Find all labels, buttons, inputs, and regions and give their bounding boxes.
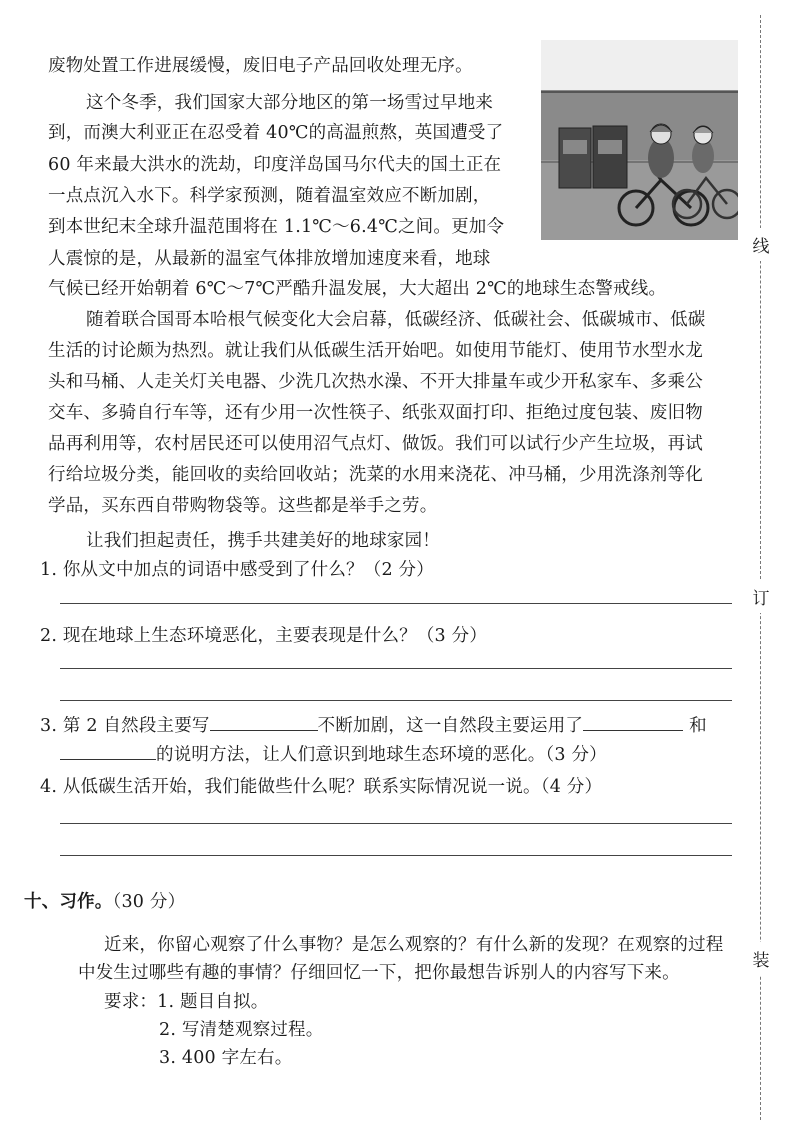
passage-line: 生活的讨论颇为热烈。就让我们从低碳生活开始吧。如使用节能灯、使用节水型水龙 xyxy=(48,341,703,361)
fill-blank-2[interactable] xyxy=(583,714,683,731)
requirements-label: 要求： xyxy=(104,992,158,1012)
illustration-cycling-image xyxy=(541,40,738,240)
answer-line-q2[interactable] xyxy=(60,700,732,701)
passage-line: 废物处置工作进展缓慢，废旧电子产品回收处理无序。 xyxy=(48,56,473,76)
requirement-2: 2. 写清楚观察过程。 xyxy=(159,1020,324,1040)
passage-line: 品再利用等，农村居民还可以使用沼气点灯、做饭。我们可以试行少产生垃圾，再试 xyxy=(48,434,703,454)
answer-line-q4[interactable] xyxy=(60,855,732,856)
passage-line: 气候已经开始朝着 6℃～7℃严酷升温发展，大大超出 2℃的地球生态警戒线。 xyxy=(48,279,667,299)
question-2: 2. 现在地球上生态环境恶化，主要表现是什么？（3 分） xyxy=(40,626,488,646)
requirements-row xyxy=(104,988,268,1013)
passage-line: 学品，买东西自带购物袋等。这些都是举手之劳。 xyxy=(48,496,438,516)
question-1: 1. 你从文中加点的词语中感受到了什么？（2 分） xyxy=(40,560,434,580)
passage-line: 到，而澳大利亚正在忍受着 40℃的高温煎熬，英国遭受了 xyxy=(48,123,504,143)
passage-line: 头和马桶、人走关灯关电器、少洗几次热水澡、不开大排量车或少开私家车、多乘公 xyxy=(48,372,703,392)
passage-line: 交车、多骑自行车等，还有少用一次性筷子、纸张双面打印、拒绝过度包装、废旧物 xyxy=(48,403,703,423)
passage-line: 让我们担起责任，携手共建美好的地球家园！ xyxy=(86,531,440,551)
passage-line: 行给垃圾分类，能回收的卖给回收站；洗菜的水用来浇花、冲马桶，少用洗涤剂等化 xyxy=(48,465,703,485)
question-3-text: 的说明方法，让人们意识到地球生态环境的恶化。（3 分） xyxy=(156,745,607,765)
passage-line: 人震惊的是，从最新的温室气体排放增加速度来看，地球 xyxy=(48,249,491,269)
question-3-line-2 xyxy=(60,741,607,766)
passage-line: 这个冬季，我们国家大部分地区的第一场雪过早地来 xyxy=(86,93,494,113)
question-3-line-1 xyxy=(40,712,707,737)
section-10-heading xyxy=(24,888,185,913)
section-10-title: 十、习作。 xyxy=(24,892,113,912)
question-3-text: 3. 第 2 自然段主要写 xyxy=(40,716,210,736)
section-10-body: 近来，你留心观察了什么事物？是怎么观察的？有什么新的发现？在观察的过程 xyxy=(104,935,724,955)
binding-mark-line: 线 xyxy=(751,228,771,261)
section-10-body: 中发生过哪些有趣的事情？仔细回忆一下，把你最想告诉别人的内容写下来。 xyxy=(78,963,680,983)
passage-line: 随着联合国哥本哈根气候变化大会启幕，低碳经济、低碳社会、低碳城市、低碳 xyxy=(86,310,706,330)
passage-line: 60 年来最大洪水的洗劫，印度洋岛国马尔代夫的国土正在 xyxy=(48,155,502,175)
requirement-1: 1. 题目自拟。 xyxy=(157,992,269,1012)
fill-blank-3[interactable] xyxy=(60,743,156,760)
answer-line-q1[interactable] xyxy=(60,603,732,604)
passage-line: 到本世纪末全球升温范围将在 1.1℃～6.4℃之间。更加令 xyxy=(48,217,505,237)
question-4: 4. 从低碳生活开始，我们能做些什么呢？联系实际情况说一说。（4 分） xyxy=(40,777,603,797)
section-10-score: （30 分） xyxy=(112,892,186,912)
question-3-text: 不断加剧，这一自然段主要运用了 xyxy=(317,716,584,736)
requirement-3: 3. 400 字左右。 xyxy=(159,1048,293,1068)
binding-mark-bind: 装 xyxy=(751,942,771,975)
fill-blank-1[interactable] xyxy=(210,714,318,731)
question-3-text: 和 xyxy=(689,716,707,736)
answer-line-q4[interactable] xyxy=(60,823,732,824)
passage-line: 一点点沉入水下。科学家预测，随着温室效应不断加剧， xyxy=(48,186,491,206)
binding-mark-staple: 订 xyxy=(751,580,771,613)
answer-line-q2[interactable] xyxy=(60,668,732,669)
